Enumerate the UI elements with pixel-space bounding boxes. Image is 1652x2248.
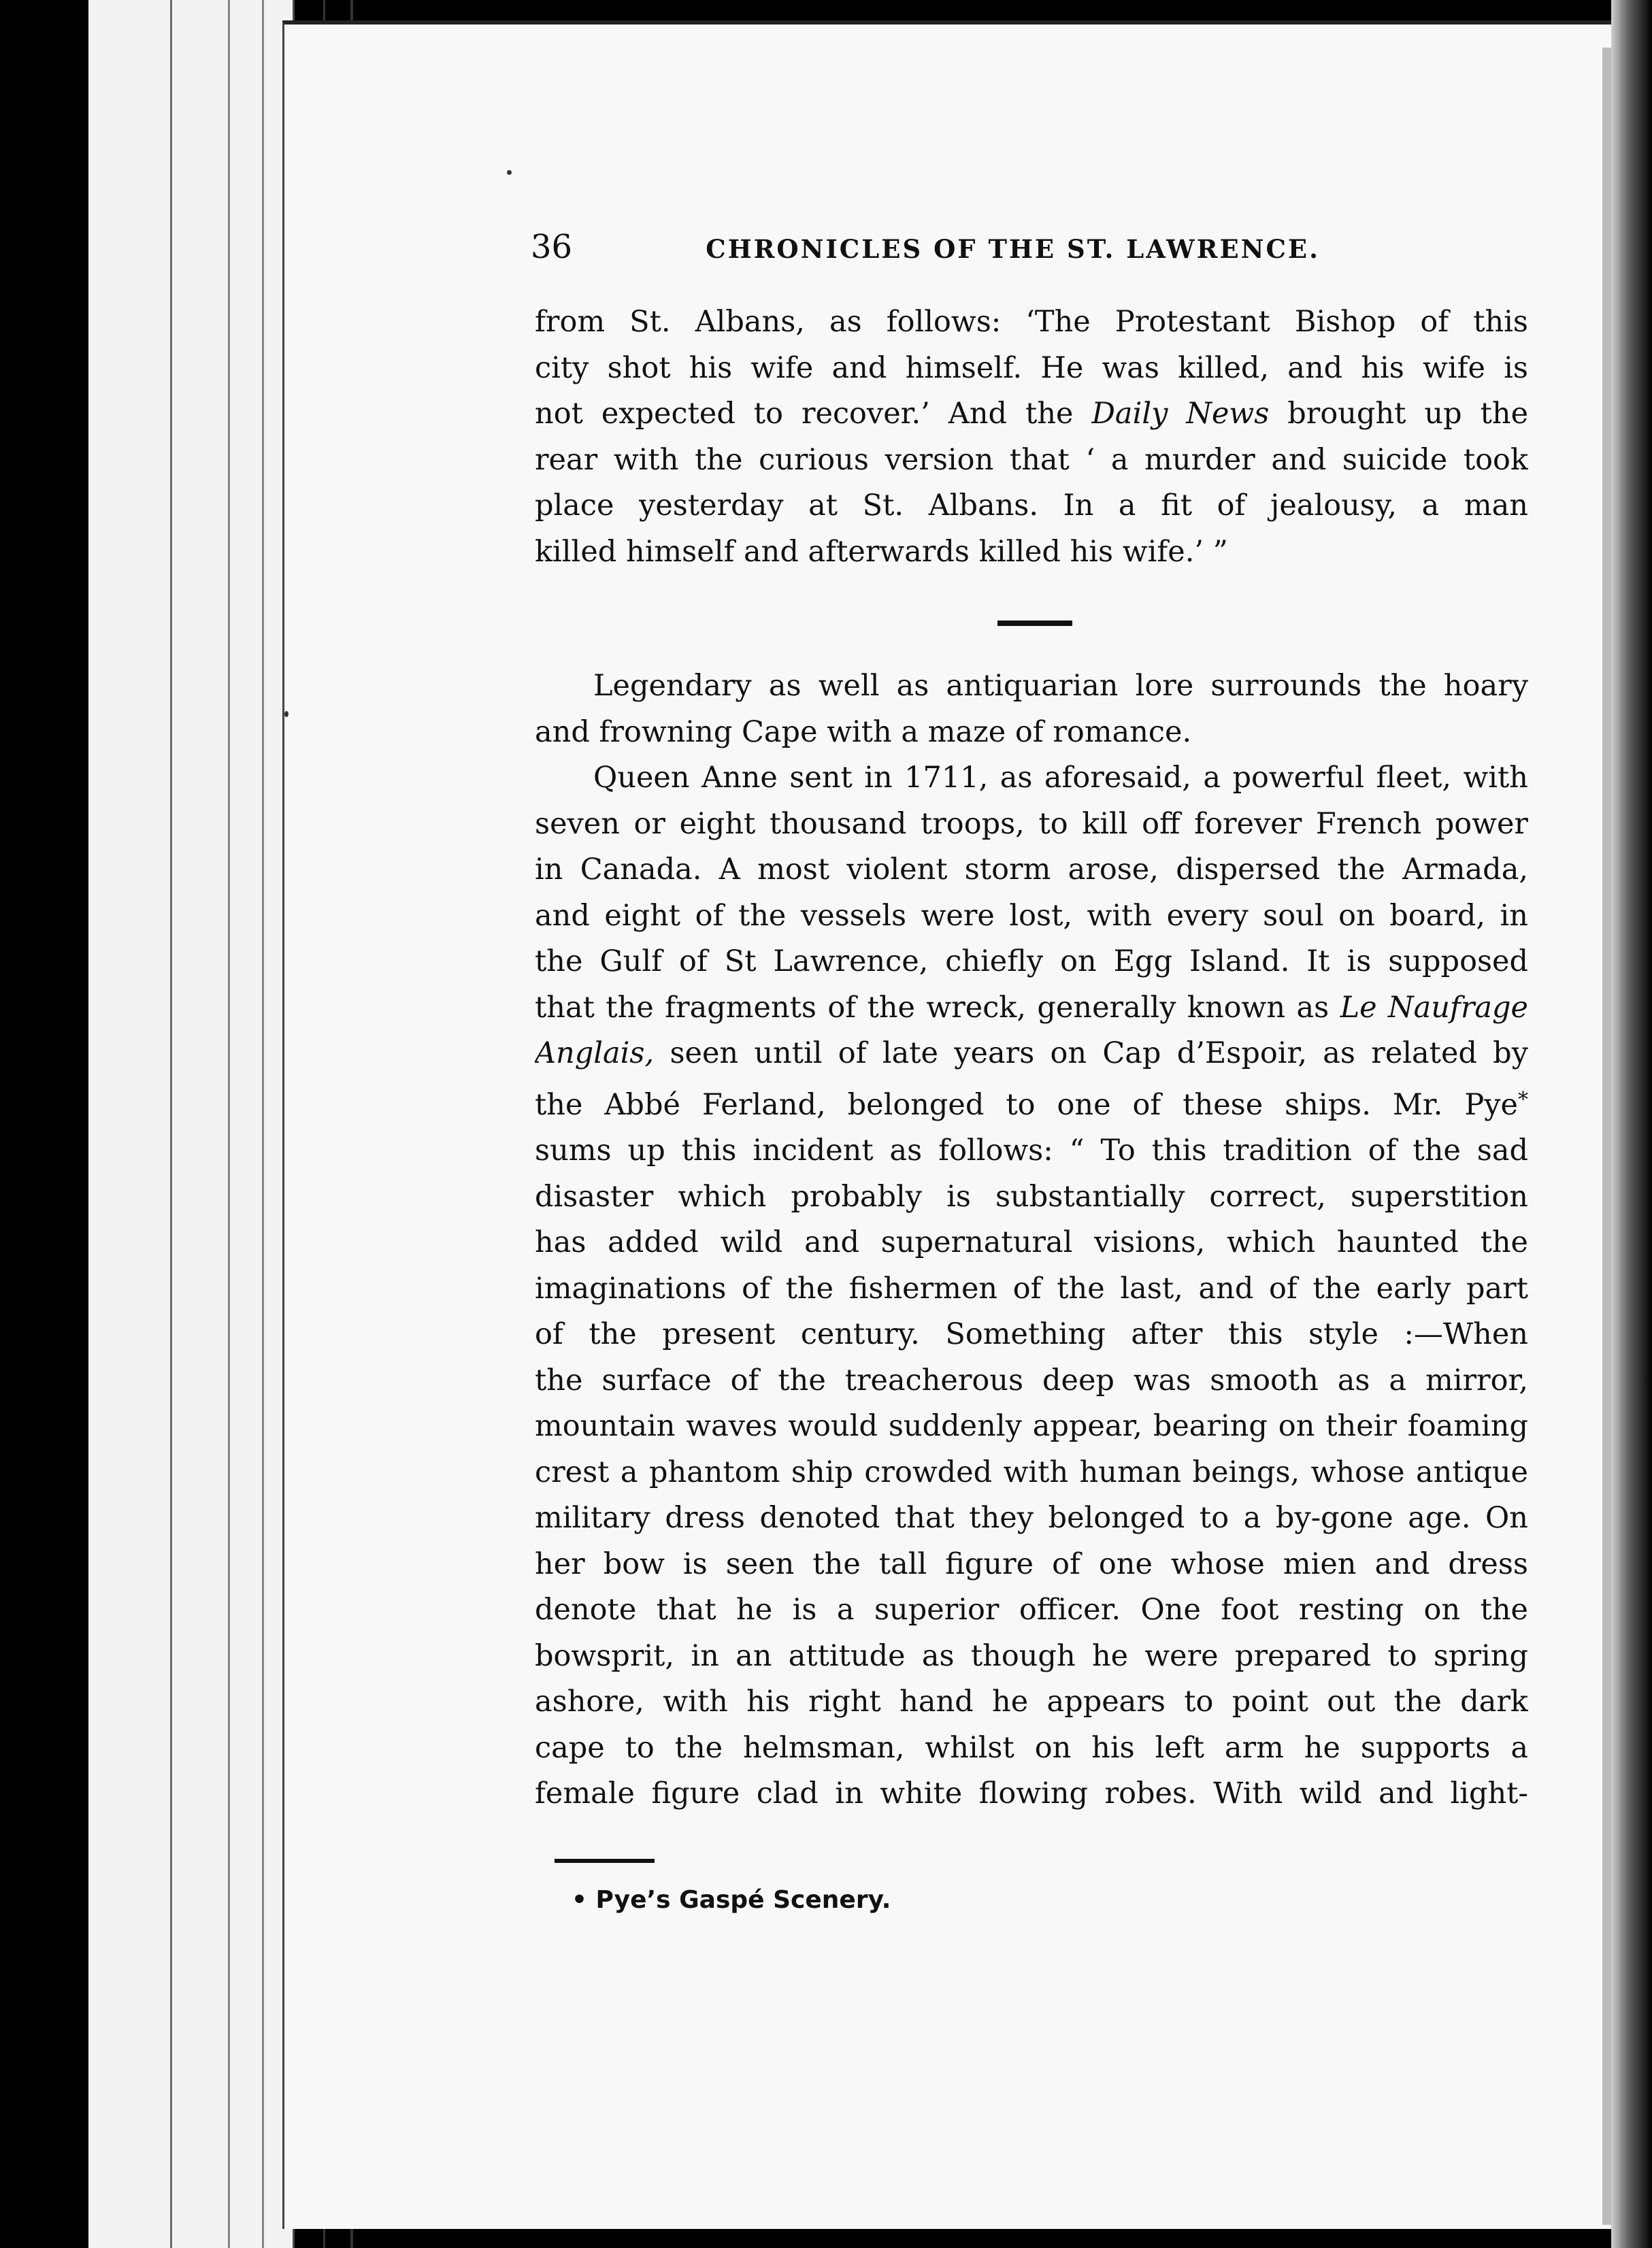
text-line: female figure clad in white flowing robes. With wild and light- bbox=[535, 1776, 1528, 1811]
text-line: cape to the helmsman, whilst on his left arm he supports a bbox=[535, 1730, 1528, 1765]
footnote-rule bbox=[555, 1859, 655, 1863]
text-line: has added wild and supernatural visions, which haunted the bbox=[535, 1225, 1528, 1259]
text-line bbox=[535, 1031, 1528, 1077]
text-line: Queen Anne sent in 1711, as aforesaid, a powerful fleet, with bbox=[593, 761, 1528, 795]
footnote-marker: * bbox=[1518, 1087, 1528, 1112]
print-speck bbox=[284, 711, 288, 717]
page-edge-line bbox=[228, 0, 230, 2248]
text-line: mountain waves would suddenly appear, bearing on their foaming bbox=[535, 1409, 1528, 1443]
text-line: ashore, with his right hand he appears to point out the dark bbox=[535, 1685, 1528, 1719]
footnote: • Pye’s Gaspé Scenery. bbox=[572, 1886, 891, 1914]
italic-title: Anglais, bbox=[535, 1036, 655, 1070]
text-line: seven or eight thousand troops, to kill off forever French power bbox=[535, 806, 1528, 841]
text-line: the Gulf of St Lawrence, chiefly on Egg Island. It is supposed bbox=[535, 944, 1528, 978]
text-line: place yesterday at St. Albans. In a fit of jealousy, a man bbox=[535, 489, 1528, 523]
paragraph-2-3 bbox=[535, 663, 1528, 1817]
text-line: her bow is seen the tall figure of one whose mien and dress bbox=[535, 1547, 1528, 1581]
binding-shadow bbox=[1611, 0, 1652, 2248]
page-edge-line bbox=[262, 0, 264, 2248]
italic-title: Daily News bbox=[1091, 397, 1270, 431]
text-line: Legendary as well as antiquarian lore surrounds the hoary bbox=[593, 669, 1528, 703]
page-edge-line bbox=[170, 0, 172, 2248]
text-segment: brought up the bbox=[1287, 397, 1528, 431]
text-line: of the present century. Something after this style :—When bbox=[535, 1317, 1528, 1351]
text-line: and eight of the vessels were lost, with every soul on board, in bbox=[535, 898, 1528, 933]
text-line: military dress denoted that they belonged to a by-gone age. On bbox=[535, 1501, 1528, 1535]
page-stack-edges bbox=[88, 0, 293, 2248]
italic-title: Le Naufrage bbox=[1340, 990, 1528, 1025]
section-divider bbox=[997, 621, 1072, 626]
text-line: rear with the curious version that ‘ a murder and suicide took bbox=[535, 442, 1528, 477]
text-segment: that the fragments of the wreck, generally known as bbox=[535, 990, 1329, 1025]
running-head bbox=[531, 228, 1320, 269]
text-line bbox=[535, 391, 1528, 437]
print-speck bbox=[507, 170, 512, 175]
text-line: killed himself and afterwards killed his wife.’ ” bbox=[535, 534, 1228, 569]
running-title: CHRONICLES OF THE ST. LAWRENCE. bbox=[706, 234, 1320, 264]
text-segment: the Abbé Ferland, belonged to one of these ships. Mr. Pye bbox=[535, 1087, 1518, 1122]
text-line: in Canada. A most violent storm arose, dispersed the Armada, bbox=[535, 853, 1528, 887]
text-line: denote that he is a superior officer. One foot resting on the bbox=[535, 1593, 1528, 1627]
text-line: crest a phantom ship crowded with human beings, whose antique bbox=[535, 1455, 1528, 1489]
text-line: and frowning Cape with a maze of romance. bbox=[535, 714, 1192, 749]
text-segment: seen until of late years on Cap d’Espoir, as related by bbox=[670, 1036, 1528, 1070]
text-line: sums up this incident as follows: “ To this tradition of the sad bbox=[535, 1134, 1528, 1168]
paragraph-1 bbox=[535, 299, 1528, 575]
page-number: 36 bbox=[531, 228, 573, 266]
text-line: bowsprit, in an attitude as though he were prepared to spring bbox=[535, 1638, 1528, 1673]
text-line: city shot his wife and himself. He was killed, and his wife is bbox=[535, 350, 1528, 385]
text-segment: not expected to recover.’ And the bbox=[535, 397, 1074, 431]
text-line: disaster which probably is substantially correct, superstition bbox=[535, 1179, 1528, 1214]
text-line: imaginations of the fishermen of the last, and of the early part bbox=[535, 1271, 1528, 1306]
text-line bbox=[535, 985, 1528, 1031]
text-line: from St. Albans, as follows: ‘The Protestant Bishop of this bbox=[535, 305, 1528, 339]
text-line: the surface of the treacherous deep was smooth as a mirror, bbox=[535, 1363, 1528, 1398]
text-line bbox=[535, 1077, 1528, 1129]
